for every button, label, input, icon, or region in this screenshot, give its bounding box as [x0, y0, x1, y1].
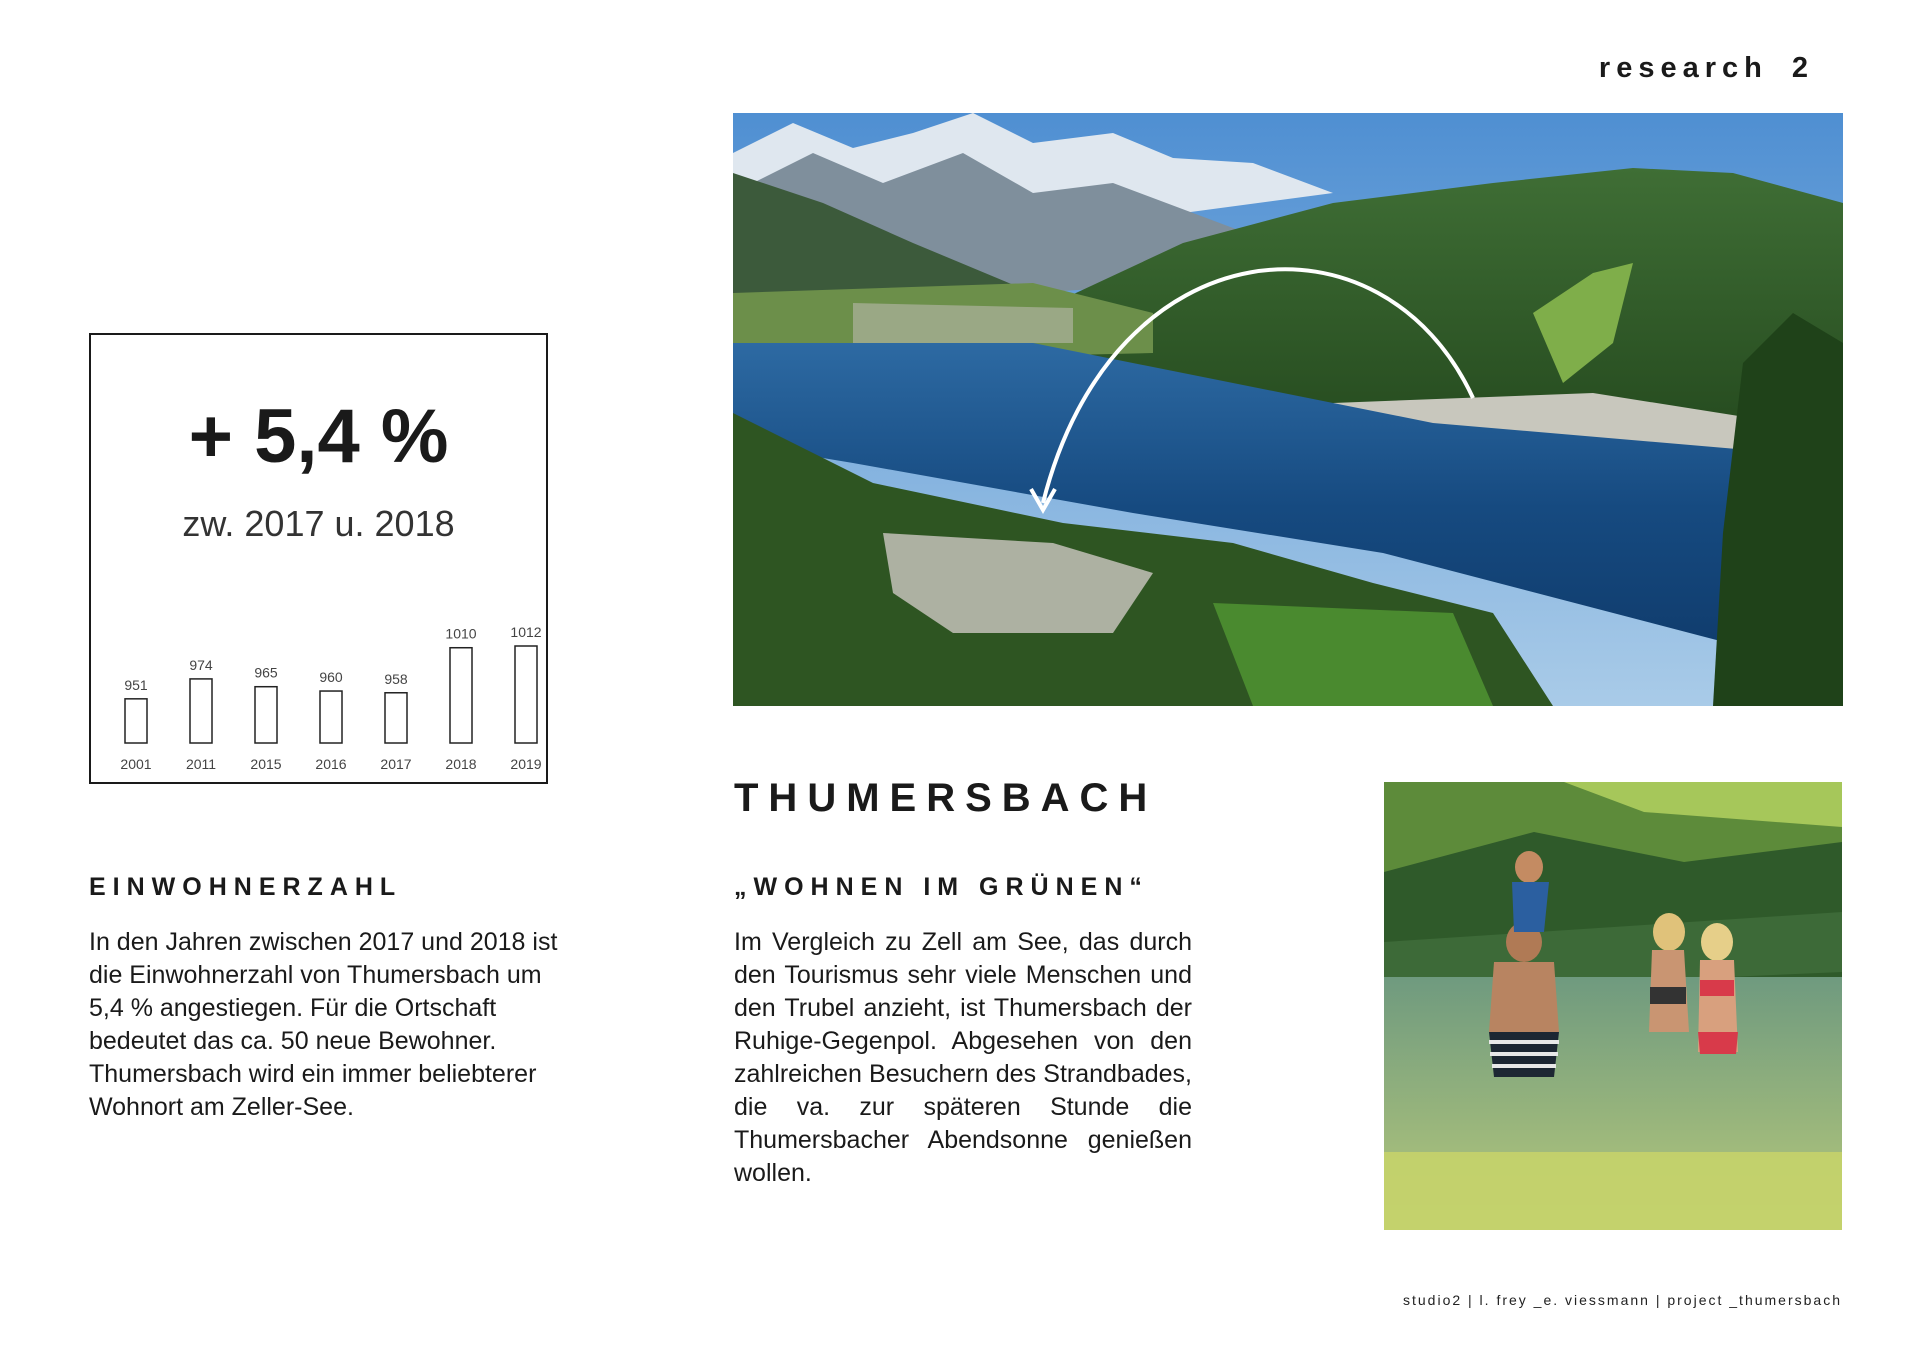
bar-2018 — [450, 648, 472, 743]
bar-value-label: 974 — [189, 656, 213, 673]
x-tick-label: 2019 — [510, 756, 542, 772]
family-lake-photo — [1384, 782, 1842, 1230]
growth-period: zw. 2017 u. 2018 — [182, 503, 455, 544]
stat-box — [89, 333, 548, 784]
growth-percentage: + 5,4 % — [188, 394, 449, 479]
bar-2016 — [320, 691, 342, 743]
page-number: 2 — [1791, 52, 1808, 84]
bar-2001 — [125, 699, 147, 743]
bar-value-label: 951 — [124, 676, 148, 693]
bar-value-label: 1010 — [445, 625, 477, 642]
bar-2019 — [515, 646, 537, 743]
section-label: research — [1598, 52, 1768, 84]
bar-2011 — [190, 679, 212, 743]
page-header — [1599, 52, 1808, 85]
population-paragraph: In den Jahren zwischen 2017 und 2018 ist die Einwohnerzahl von Thumersbach um 5,4 % angestiegen. Für die Ortschaft bedeutet das ca. 50 neue Bewohner. Thumersbach wird ein immer beliebterer Wohnort am Zeller-See. — [89, 928, 558, 1121]
x-tick-label: 2017 — [380, 756, 412, 772]
living-paragraph: Im Vergleich zu Zell am See, das durch den Tourismus sehr viele Menschen und den Trubel anzieht, ist Thumersbach der Ruhige-Gegenpol. Abgesehen von den zahlreichen Besuchern des Strandbades, die va. zur späteren Stunde die Thumersbacher Abendsonne genießen wollen. — [734, 928, 1192, 1187]
bar-value-label: 958 — [384, 670, 408, 687]
page-title: THUMERSBACH — [734, 776, 1158, 820]
bar-2017 — [385, 693, 407, 743]
footer-credit: studio2 | l. frey _e. viessmann | project _thumersbach — [1403, 1292, 1842, 1308]
x-tick-label: 2018 — [445, 756, 477, 772]
x-tick-label: 2016 — [315, 756, 347, 772]
population-bar-chart — [105, 605, 542, 780]
x-tick-label: 2011 — [185, 756, 217, 772]
section-heading-living: „WOHNEN IM GRÜNEN“ — [734, 873, 1149, 901]
x-tick-label: 2015 — [250, 756, 282, 772]
bar-value-label: 965 — [254, 664, 278, 681]
bar-value-label: 1012 — [510, 624, 542, 640]
bar-value-label: 960 — [319, 669, 343, 686]
bar-2015 — [255, 687, 277, 743]
x-tick-label: 2001 — [120, 756, 152, 772]
lake-landscape-photo — [733, 113, 1843, 706]
section-heading-population: EINWOHNERZAHL — [89, 873, 403, 901]
